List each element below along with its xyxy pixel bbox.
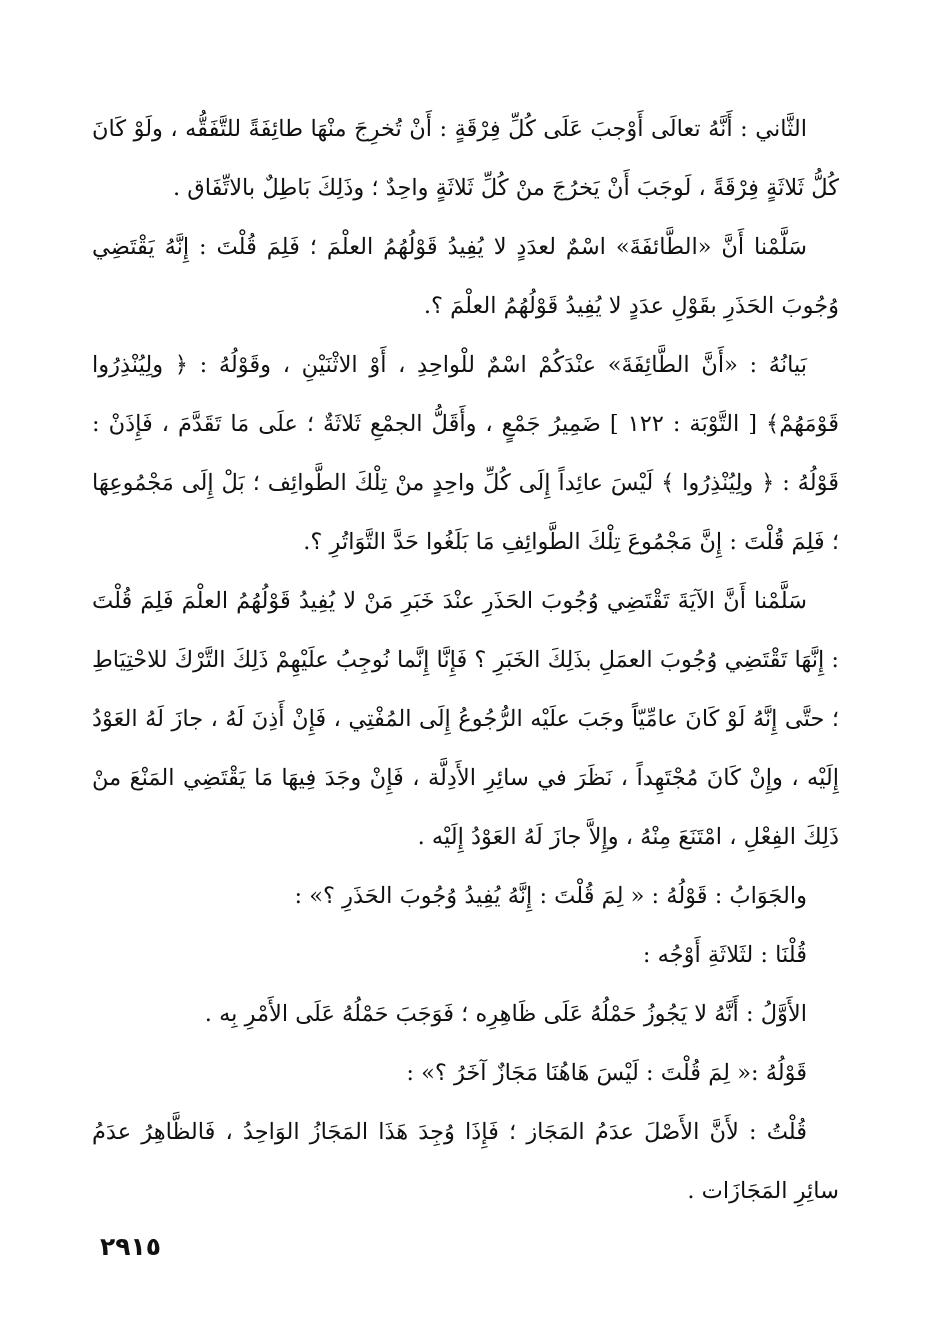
page-number: ٢٩١٥ <box>100 1232 162 1261</box>
paragraph-objection-taifa: سَلَّمْنا أَنَّ «الطَّائفَةَ» اسْمٌ لعدَدٍ لا يُفِيدُ قَوْلُهُمُ العلْمَ ؛ فَلِمَ قُلْتَ : إِنَّهُ يَقْتَضِي وُجُوبَ الحَذَرِ بقَوْلِ عدَدٍ لا يُفِيدُ قَوْلُهُمُ العلْمَ ؟. <box>92 234 839 319</box>
paragraph-first-aspect: الأَوَّلُ : أَنَّهُ لا يَجُوزُ حَمْلُهُ عَلَى ظَاهِرِه ؛ فَوَجَبَ حَمْلُهُ عَلَى الأَمْرِ بِه . <box>204 1001 807 1027</box>
paragraph-explanation: بَيانُهُ : «أَنَّ الطَّائِفَةَ» عنْدَكُمْ اسْمٌ للْواحِدِ ، أَوْ الاثْنَيْنِ ، وقَوْلُهُ : ﴿ ولِيُنْذِرُوا قَوْمَهُمْ﴾ [ التَّوْبَة : ١٢٢ ] ضَمِيرُ جَمْعٍ ، وأَقَلُّ الجمْعِ ثَلاثَةٌ ؛ علَى مَا تَقَدَّمَ ، فَإِذَنْ : قَوْلُهُ : ﴿ ولِيُنْذِرُوا ﴾ لَيْسَ عائِداً إِلَى كُلِّ واحِدٍ منْ تِلْكَ الطَّوائِف ؛ بَلْ إِلَى مَجْمُوعِهَا ؛ فَلِمَ قُلْتَ : إِنَّ مَجْمُوعَ تِلْكَ الطَّوائِفِ مَا بَلَغُوا حَدَّ التَّوَاتُرِ ؟. <box>92 352 839 555</box>
paragraph-answer: والجَوَابُ : قَوْلُهُ : « لِمَ قُلْتَ : إِنَّهُ يُفِيدُ وُجُوبَ الحَذَرِ ؟» : <box>294 883 807 909</box>
paragraph-other-metaphor: قَوْلُهُ :« لِمَ قُلْتَ : لَيْسَ هَاهُنَا مَجَازٌ آخَرُ ؟» : <box>406 1060 807 1086</box>
paragraph-reply: قُلْتُ : لأَنَّ الأَصْلَ عدَمُ المَجَاز ؛ فَإِذَا وُجِدَ هَذَا المَجَازُ الوَاحِدُ ، فَالظَّاهِرُ عدَمُ سائِرِ المَجَازَات . <box>92 1119 839 1204</box>
body-text <box>92 100 839 1221</box>
paragraph-second-argument: الثَّاني : أَنَّهُ تعالَى أَوْجبَ عَلَى كُلِّ فِرْقَةٍ : أَنْ تُخرِجَ منْهَا طائِفَةً للتَّفَقُّه ، ولَوْ كَانَ كُلُّ ثَلاثَةٍ فِرْقَةً ، لَوجَبَ أَنْ يَخرُجَ منْ كُلِّ ثَلاثَةٍ واحِدٌ ؛ وذَلِكَ بَاطِلٌ بالاتِّفَاق . <box>92 116 839 201</box>
paragraph-objection-action: سَلَّمْنا أَنَّ الآيَةَ تَقْتَضِي وُجُوبَ الحَذَرِ عنْدَ خَبَرِ مَنْ لا يُفِيدُ قَوْلُهُمُ العلْمَ فَلِمَ قُلْتَ : إِنَّهَا تَقْتَضِي وُجُوبَ العمَلِ بذَلِكَ الخَبَرِ ؟ فَإِنَّا إِنَّما نُوجِبُ علَيْهِمْ ذَلِكَ التَّرْكَ للاحْتِيَاطِ ؛ حتَّى إِنَّهُ لَوْ كَانَ عامِّيّاً وجَبَ علَيْه الرُّجُوعُ إِلَى المُفْتِي ، فَإِنْ أَذِنَ لَهُ ، جازَ لَهُ العَوْدُ إِلَيْه ، وإِنْ كَانَ مُجْتَهِداً ، نَظَرَ في سائِرِ الأَدِلَّة ، فَإِنْ وجَدَ فِيهَا مَا يَقْتَضِي المَنْعَ منْ ذَلِكَ الفِعْلِ ، امْتَنَعَ مِنْهُ ، وإِلاَّ جازَ لَهُ العَوْدُ إِلَيْه . <box>92 588 839 850</box>
paragraph-three-aspects: قُلْنَا : لثَلاثَةِ أَوْجُه : <box>642 942 807 968</box>
